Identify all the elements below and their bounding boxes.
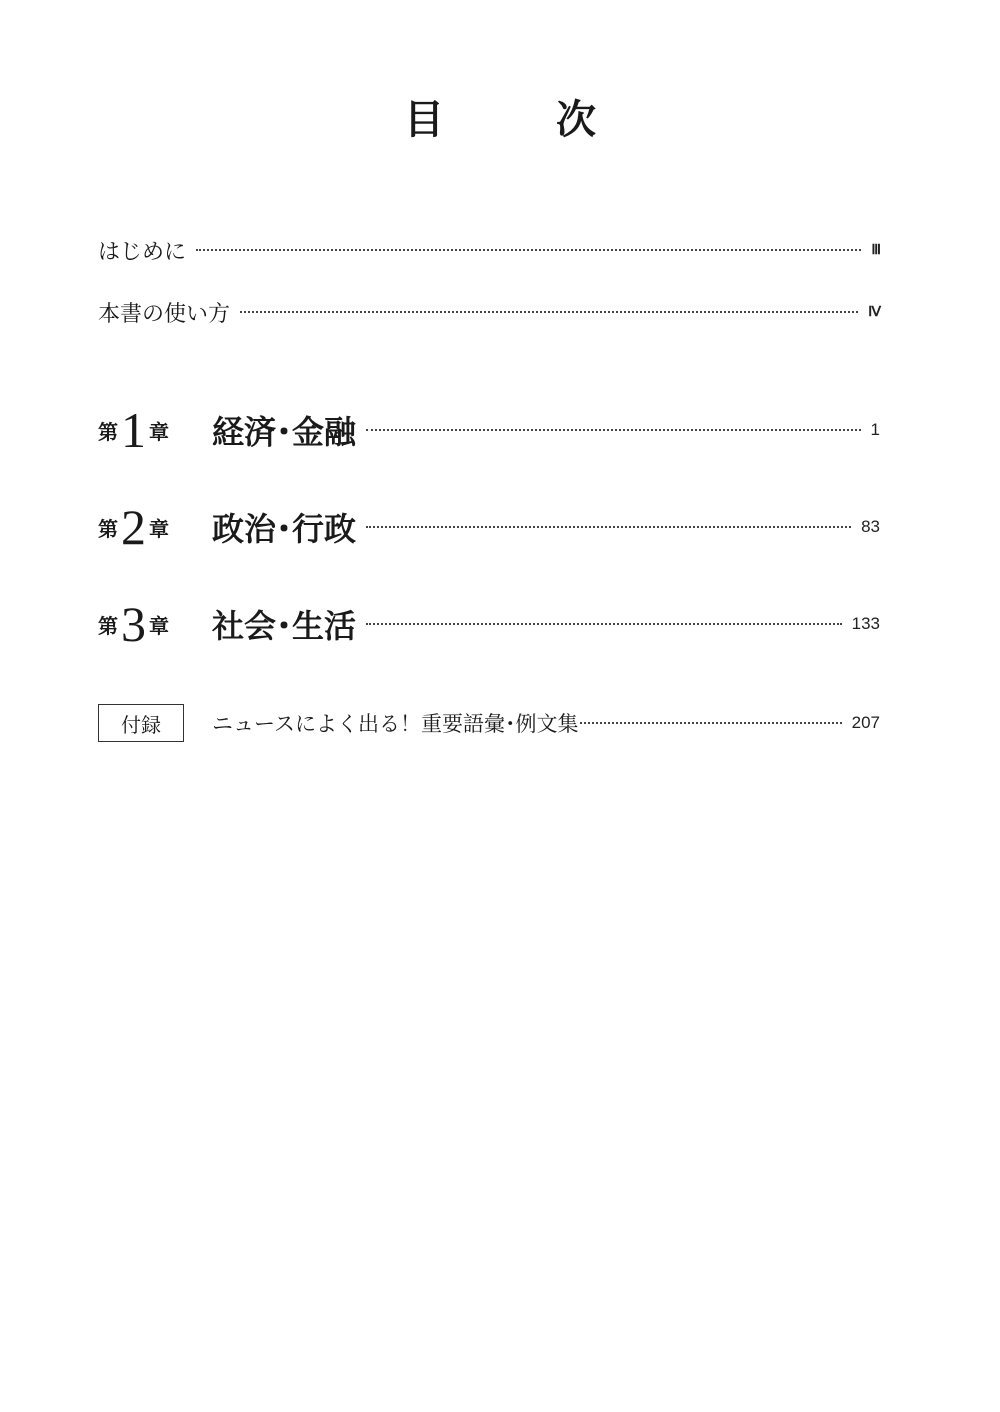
chapter-title: 政治･行政 (212, 510, 357, 548)
page-title: 目 次 (404, 97, 632, 143)
chapter-prefix: 第 (98, 613, 118, 638)
dotted-leader (366, 623, 842, 625)
chapter-number: 1 (121, 402, 146, 458)
toc-page-number: 207 (851, 713, 880, 732)
toc-chapter-3[interactable] (98, 592, 880, 656)
chapter-number: 3 (121, 596, 146, 652)
chapter-title: 経済･金融 (212, 413, 357, 451)
toc-chapter-1[interactable] (98, 398, 880, 462)
toc-page-number: 133 (851, 614, 880, 633)
toc-entry-label: はじめに (98, 239, 187, 265)
dotted-leader (366, 526, 851, 528)
chapter-number: 2 (121, 499, 146, 555)
chapter-prefix: 第 (98, 516, 118, 541)
toc-chapter-2[interactable] (98, 495, 880, 559)
chapter-title: 社会･生活 (212, 607, 357, 645)
chapter-number-label (98, 499, 212, 555)
chapter-suffix: 章 (149, 419, 169, 444)
appendix-badge: 付録 (98, 704, 184, 742)
toc-entry-how-to-use[interactable] (98, 292, 880, 332)
toc-entry-hajimeni[interactable] (98, 230, 880, 270)
dotted-leader (366, 429, 861, 431)
chapter-suffix: 章 (149, 516, 169, 541)
toc-page-number: 83 (861, 517, 880, 536)
appendix-title: ニュースによく出る！重要語彙･例文集 (212, 712, 579, 736)
toc-page-number: 1 (870, 420, 880, 439)
dotted-leader (580, 722, 841, 724)
toc-page-number: Ⅲ (871, 242, 880, 258)
toc-appendix[interactable] (98, 703, 880, 743)
chapter-number-label (98, 596, 212, 652)
chapter-suffix: 章 (149, 613, 169, 638)
toc-entry-label: 本書の使い方 (98, 301, 231, 327)
dotted-leader (240, 311, 858, 313)
toc-page-number: Ⅳ (868, 304, 880, 320)
chapter-number-label (98, 402, 212, 458)
dotted-leader (196, 249, 861, 251)
chapter-prefix: 第 (98, 419, 118, 444)
